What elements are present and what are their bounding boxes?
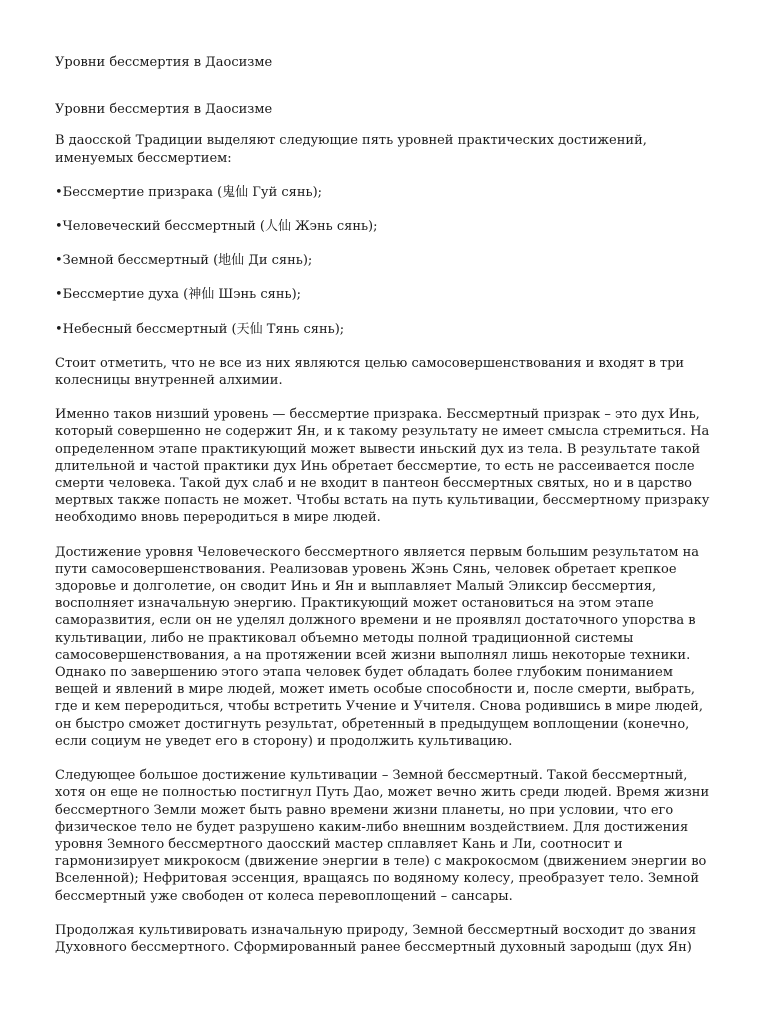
body-paragraph: Достижение уровня Человеческого бессмертного является первым большим результатом на пути самосовершенствования. Реализовав уровень Жэнь Сянь, человек обретает крепкое здоровье и долголетие, он сводит Инь и Ян и выплавляет Малый Эликсир бессмертия, восполняет изначальную энергию. Практикующий может остановиться на этом этапе саморазвития, если он не уделял должного времени и не проявлял достаточного упорства в культивации, либо не практиковал объемно методы полной традиционной системы самосовершенствования, а на протяжении всей жизни выполнял лишь некоторые техники. Однако по завершению этого этапа человек будет обладать более глубоким пониманием вещей и явлений в мире людей, может иметь особые способности и, после смерти, выбрать, где и кем переродиться, чтобы встретить Учение и Учителя. Снова родившись в мире людей, он быстро сможет достигнуть результат, обретенный в предыдущем воплощении (конечно, если социум не уведет его в сторону) и продолжить культивацию. (55, 544, 704, 749)
list-item-human-immortal: •Человеческий бессмертный (人仙 Жэнь сянь); (55, 219, 378, 235)
list-item-heavenly-immortal: •Небесный бессмертный (天仙 Тянь сянь); (55, 321, 345, 337)
body-paragraph: Именно таков низший уровень — бессмертие призрака. Бессмертный призрак – это дух Инь, который совершенно не содержит Ян, и к такому результату не имеет смысла стремиться. На определенном этапе практикующий может вывести иньский дух из тела. В результате такой длительной и частой практики дух Инь обретает бессмертие, то есть не рассеивается после смерти человека. Такой дух слаб и не входит в пантеон бессмертных святых, но и в царство мертвых также попасть не может. Чтобы встать на путь культивации, бессмертному призраку необходимо вновь переродиться в мире людей. (55, 407, 710, 526)
body-paragraph: Продолжая культивировать изначальную природу, Земной бессмертный восходит до звания Духовного бессмертного. Сформированный ранее бессмертный духовный зародыш (дух Ян) (55, 922, 697, 955)
list-item-ghost-immortal: •Бессмертие призрака (鬼仙 Гуй сянь); (55, 184, 323, 200)
document-page (55, 54, 715, 973)
body-paragraph: Следующее большое достижение культивации – Земной бессмертный. Такой бессмертный, хотя он еще не полностью постигнул Путь Дао, может вечно жить среди людей. Время жизни бессмертного Земли может быть равно времени жизни планеты, но при условии, что его физическое тело не будет разрушено каким-либо внешним воздействием. Для достижения уровня Земного бессмертного даосский мастер сплавляет Кань и Ли, соотносит и гармонизирует микрокосм (движение энергии в теле) с макрокосмом (движением энергии во Вселенной); Нефритовая эссенция, вращаясь по водяному колесу, преобразует тело. Земной бессмертный уже свободен от колеса перевоплощений – сансары. (55, 768, 710, 904)
list-item-spirit-immortal: •Бессмертие духа (神仙 Шэнь сянь); (55, 287, 302, 303)
list-item-earth-immortal: •Земной бессмертный (地仙 Ди сянь); (55, 253, 313, 269)
document-title: Уровни бессмертия в Даосизме (55, 55, 273, 70)
levels-list (55, 184, 715, 338)
intro-paragraph: В даосской Традиции выделяют следующие пять уровней практических достижений, именуемых бессмертием: (55, 133, 647, 166)
section-heading: Уровни бессмертия в Даосизме (55, 102, 273, 118)
body-paragraph: Стоит отметить, что не все из них являются целью самосовершенствования и входят в три колесницы внутренней алхимии. (55, 355, 685, 389)
